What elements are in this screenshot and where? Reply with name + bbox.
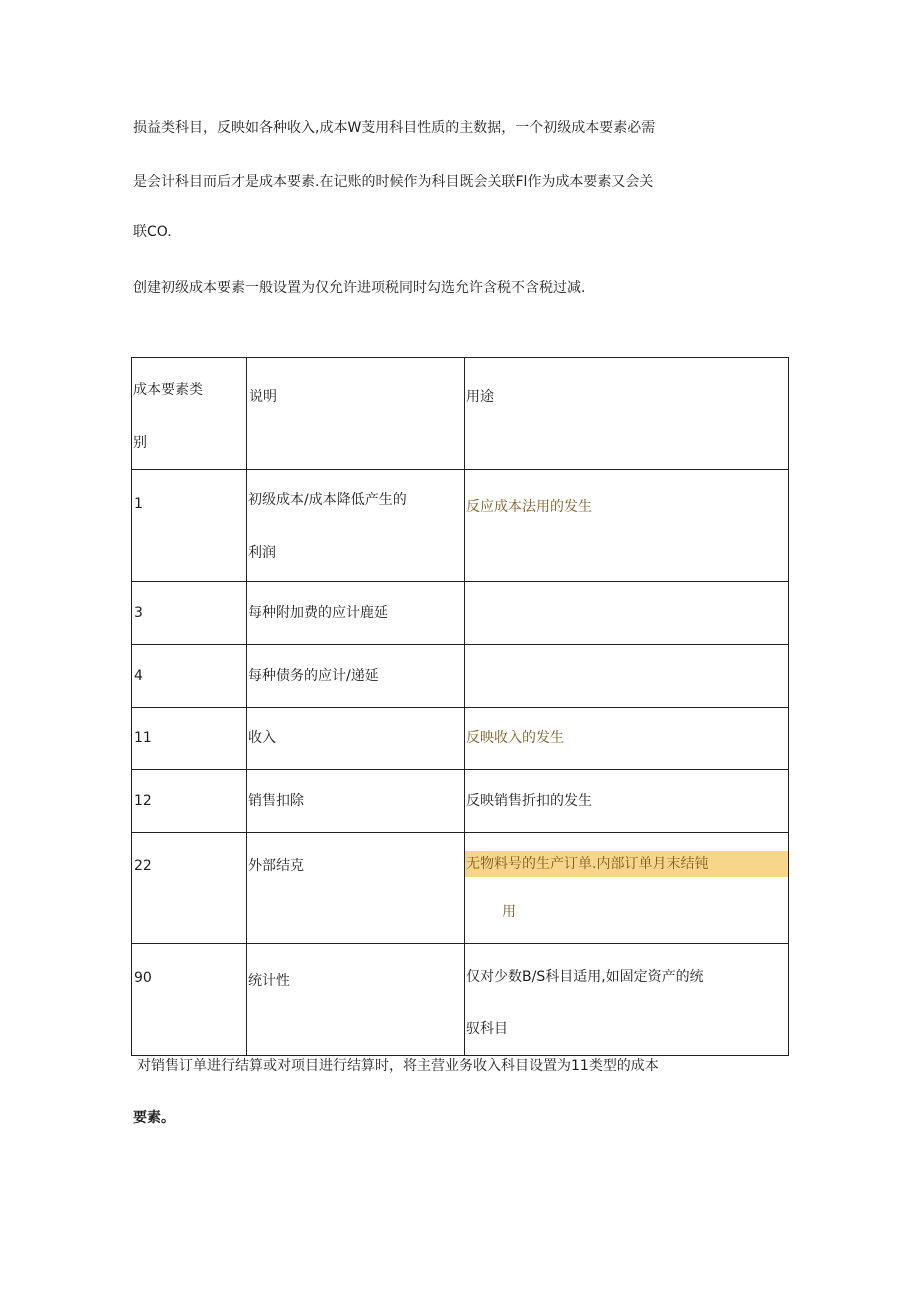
row-usage-line2: 用 xyxy=(502,904,516,920)
row-description-line1: 每种附加费的应计鹿延 xyxy=(248,605,388,621)
row-category: 11 xyxy=(134,730,152,746)
row-usage: 反映销售折扣的发生 xyxy=(466,793,592,809)
table-row xyxy=(132,582,789,645)
table-header-row xyxy=(132,358,789,470)
paragraph-2: 创建初级成本要素一般设置为仅允许进项税同时勾选允许含税不含税过减. xyxy=(133,280,586,296)
row-usage-line2: 驭科目 xyxy=(466,1021,508,1037)
table-row xyxy=(132,944,789,1056)
table-row xyxy=(132,833,789,944)
row-category: 4 xyxy=(134,668,143,684)
row-description-line1: 外部结克 xyxy=(248,858,304,874)
table-row xyxy=(132,708,789,770)
row-usage: 反应成本法用的发生 xyxy=(466,499,592,515)
table-row xyxy=(132,770,789,833)
row-description-line1: 销售扣除 xyxy=(248,793,304,809)
header-category-line2: 别 xyxy=(133,435,147,451)
paragraph-3-line-1: 对销售订单进行结算或对项目进行结算时，将主营业务收入科目设置为11类型的成本 xyxy=(137,1058,659,1074)
table-row xyxy=(132,470,789,582)
cost-element-category-table xyxy=(131,357,789,1056)
row-category: 3 xyxy=(134,605,143,621)
row-description-line1: 初级成本/成本降低产生的 xyxy=(248,492,407,508)
row-category: 22 xyxy=(134,858,152,874)
row-description-line1: 每种债务的应计/递延 xyxy=(248,668,379,684)
row-usage-line1: 无物料号的生产订单.内部订单月末结钝 xyxy=(466,856,709,872)
paragraph-3-line-2: 要素。 xyxy=(133,1110,175,1126)
table-row xyxy=(132,645,789,708)
row-category: 1 xyxy=(134,496,143,512)
row-description-line1: 统计性 xyxy=(248,973,290,989)
row-usage: 反映收入的发生 xyxy=(466,730,564,746)
header-category-line1: 成本要素类 xyxy=(133,382,203,398)
header-description: 说明 xyxy=(249,389,277,405)
row-description-line1: 收入 xyxy=(248,730,276,746)
row-category: 90 xyxy=(134,970,152,986)
header-usage: 用途 xyxy=(466,389,494,405)
row-description-line2: 利润 xyxy=(248,545,276,561)
paragraph-1-line-1: 损益类科目，反映如各种收入,成本W芰用科目性质的主数据，一个初级成本要素必需 xyxy=(133,120,656,136)
row-category: 12 xyxy=(134,793,152,809)
paragraph-1-line-2: 是会计科目而后才是成本要素.在记账的时候作为科目既会关联Fl作为成本要素又会关 xyxy=(133,174,654,190)
row-usage-line1: 仅对少数B/S科目适用,如固定资产的统 xyxy=(466,969,704,985)
paragraph-1-line-3: 联CO. xyxy=(133,224,172,240)
